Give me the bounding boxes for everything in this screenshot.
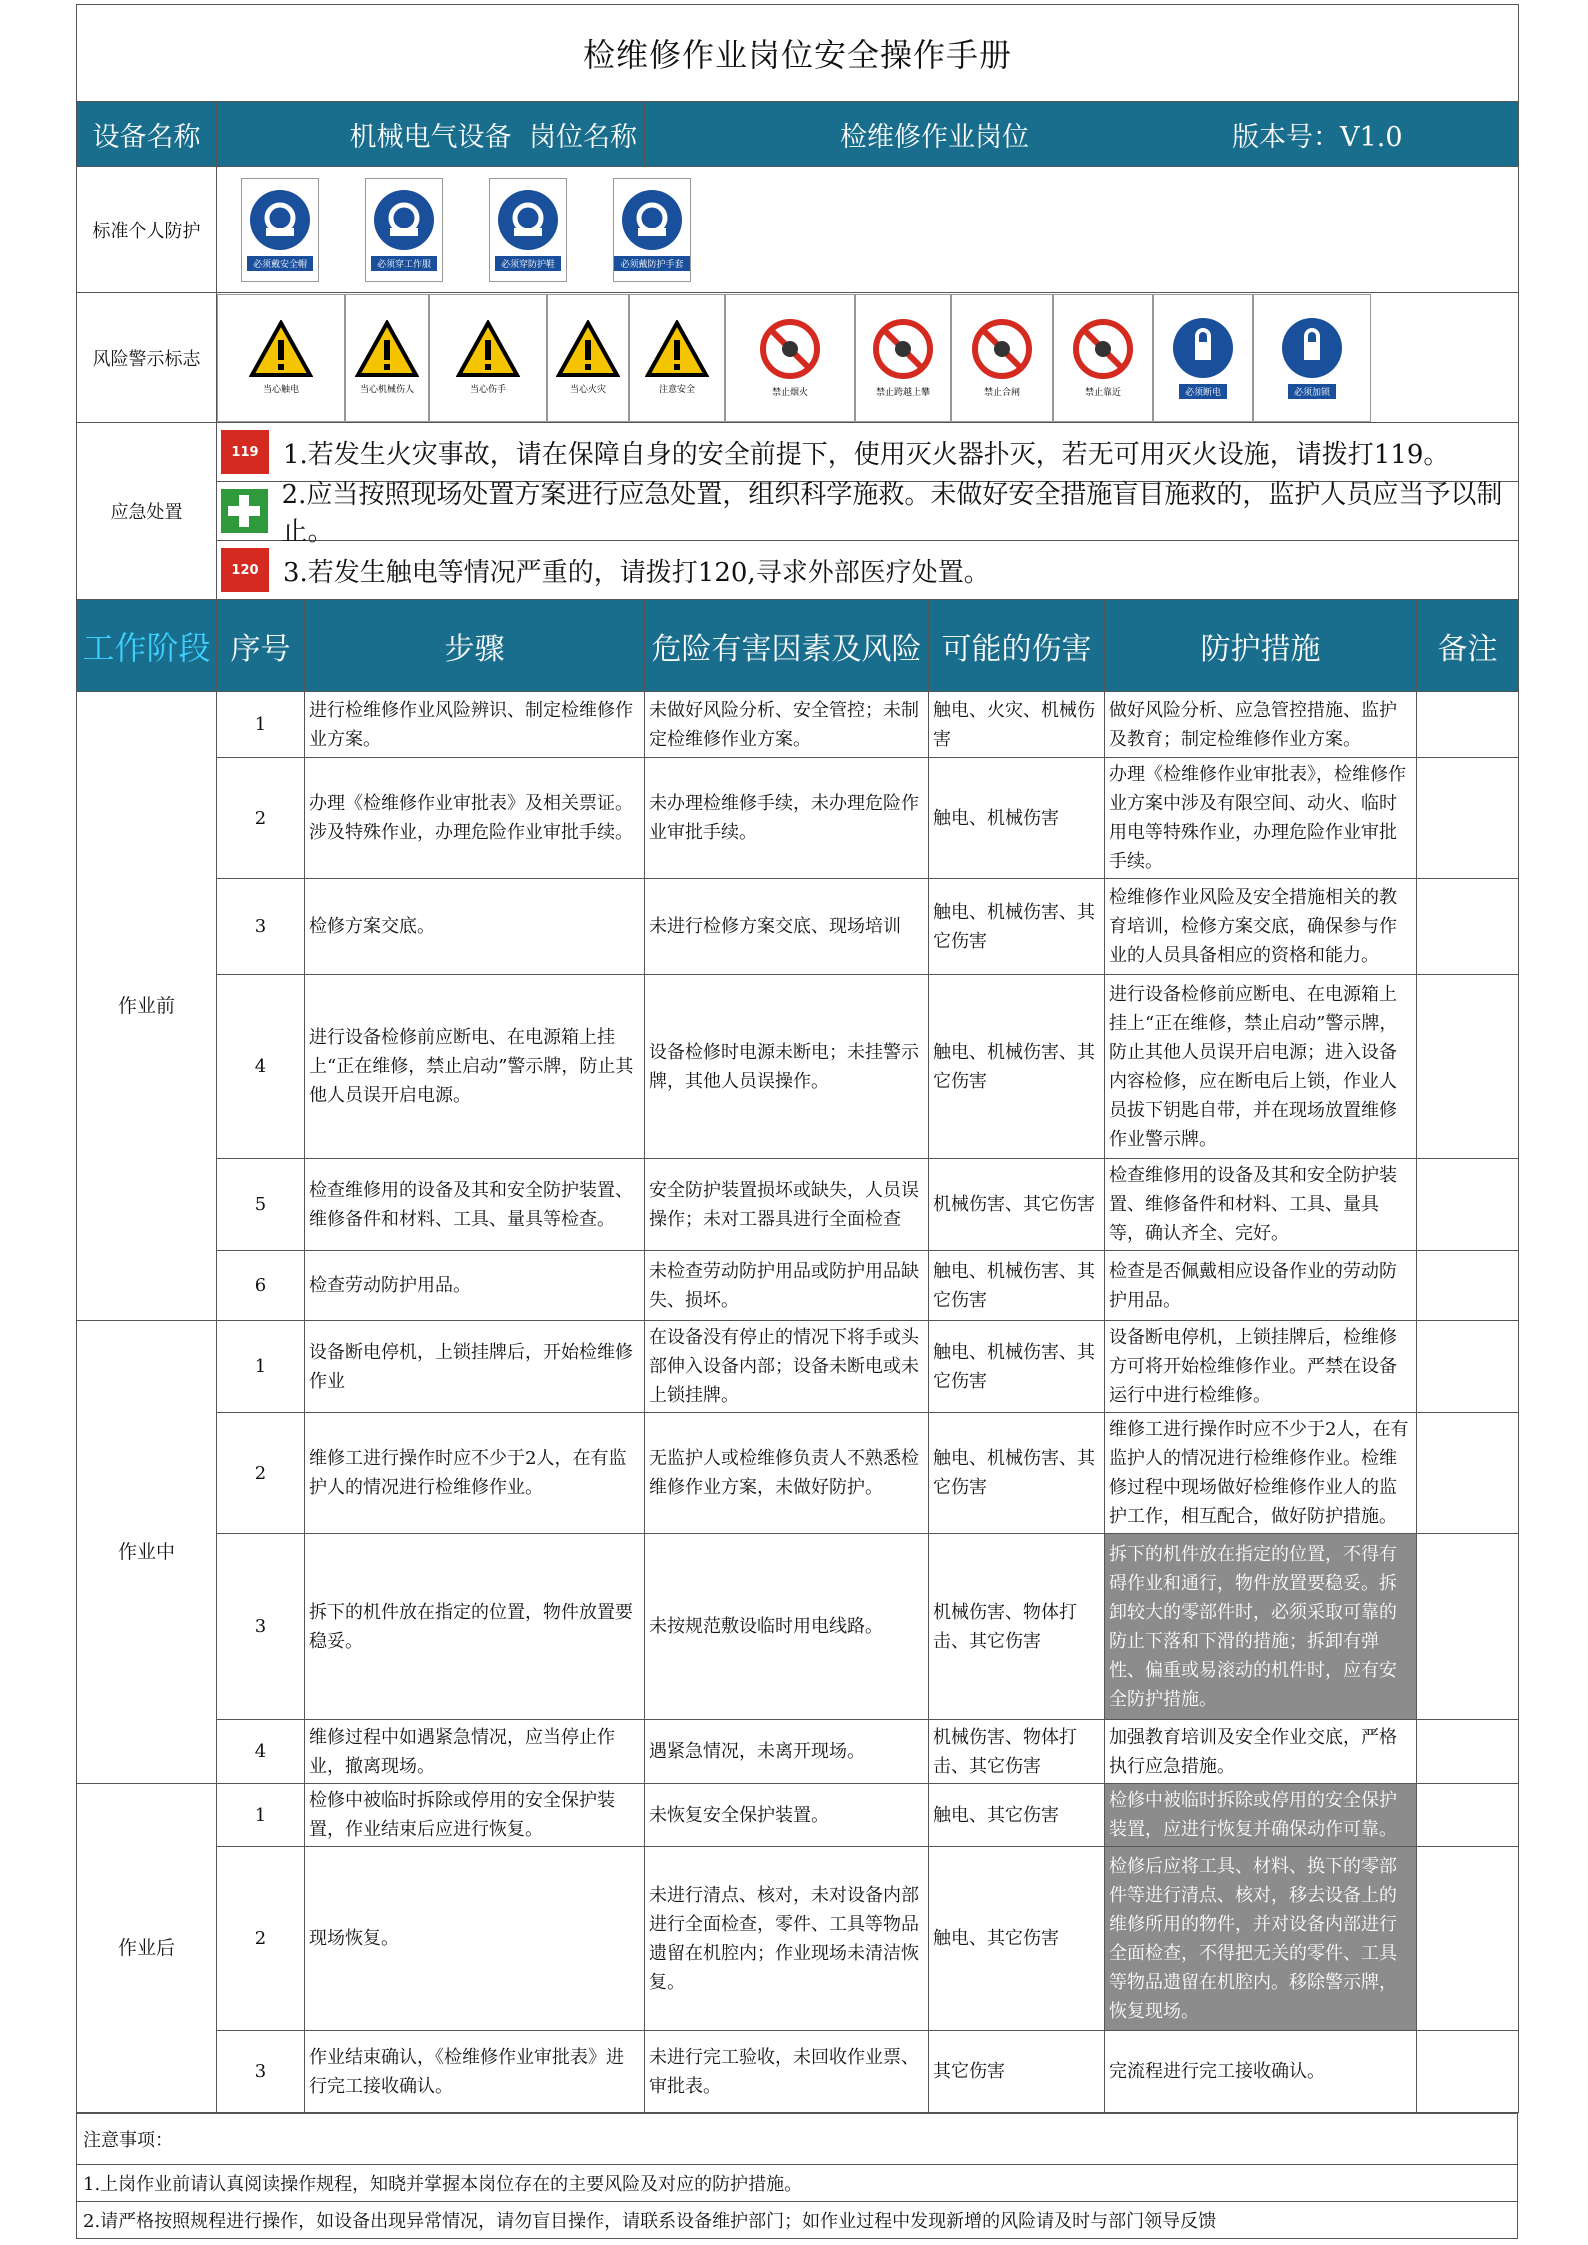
row-harm: 触电、机械伤害、其它伤害 bbox=[929, 1251, 1105, 1321]
row-measure: 检修中被临时拆除或停用的安全保护装置，应进行恢复并确保动作可靠。 bbox=[1105, 1784, 1417, 1847]
row-measure: 检查是否佩戴相应设备作业的劳动防护用品。 bbox=[1105, 1251, 1417, 1321]
row-hazard: 未做好风险分析、安全管控；未制定检维修作业方案。 bbox=[645, 692, 929, 758]
emergency-badge: 120 bbox=[231, 562, 259, 578]
row-number: 2 bbox=[217, 1847, 305, 2031]
header-bar bbox=[77, 102, 1519, 167]
emergency-list bbox=[217, 423, 1519, 600]
ppe-caption: 必须戴安全帽 bbox=[247, 256, 313, 271]
caution-icon bbox=[645, 320, 709, 378]
ambulance-120-icon bbox=[221, 548, 269, 592]
emergency-text: 3.若发生触电等情况严重的，请拨打120,寻求外部医疗处置。 bbox=[283, 557, 990, 588]
ppe-sign bbox=[613, 178, 691, 282]
row-step: 办理《检维修作业审批表》及相关票证。涉及特殊作业，办理危险作业审批手续。 bbox=[305, 758, 645, 879]
ppe-sign bbox=[241, 178, 319, 282]
ppe-label: 标准个人防护 bbox=[77, 167, 217, 293]
machine-injury-icon bbox=[355, 320, 419, 378]
row-measure: 完流程进行完工接收确认。 bbox=[1105, 2031, 1417, 2113]
version-label: 版本号：V1.0 bbox=[1232, 121, 1403, 153]
manual-sheet bbox=[76, 4, 1518, 2239]
row-step: 维修过程中如遇紧急情况，应当停止作业，撤离现场。 bbox=[305, 1720, 645, 1784]
row-measure: 加强教育培训及安全作业交底，严格执行应急措施。 bbox=[1105, 1720, 1417, 1784]
table-row bbox=[77, 1534, 1519, 1720]
table-row bbox=[77, 1251, 1519, 1321]
row-remark bbox=[1417, 692, 1519, 758]
row-remark bbox=[1417, 1413, 1519, 1534]
row-harm: 触电、火灾、机械伤害 bbox=[929, 692, 1105, 758]
row-number: 2 bbox=[217, 1413, 305, 1534]
row-harm: 触电、机械伤害、其它伤害 bbox=[929, 879, 1105, 975]
table-row bbox=[77, 1413, 1519, 1534]
warning-caption: 禁止合闸 bbox=[983, 388, 1020, 398]
no-fire-icon bbox=[758, 317, 822, 381]
warning-sign bbox=[1053, 294, 1153, 422]
table-row bbox=[77, 879, 1519, 975]
warning-caption: 禁止靠近 bbox=[1084, 388, 1121, 398]
page-title: 检维修作业岗位安全操作手册 bbox=[77, 5, 1519, 102]
row-harm: 机械伤害、其它伤害 bbox=[929, 1159, 1105, 1251]
equip-label: 设备名称 bbox=[77, 102, 217, 167]
row-step: 设备断电停机，上锁挂牌后，开始检维修作业 bbox=[305, 1321, 645, 1413]
fire-119-icon bbox=[221, 430, 269, 474]
row-step: 维修工进行操作时应不少于2人，在有监护人的情况进行检维修作业。 bbox=[305, 1413, 645, 1534]
notes-title: 注意事项： bbox=[77, 2114, 1518, 2165]
stage-name: 作业前 bbox=[77, 692, 217, 1321]
warning-caption: 当心机械伤人 bbox=[359, 385, 414, 395]
equip-value: 机械电气设备 bbox=[217, 102, 645, 167]
warning-sign bbox=[217, 294, 345, 422]
row-remark bbox=[1417, 1720, 1519, 1784]
row-number: 5 bbox=[217, 1159, 305, 1251]
row-harm: 触电、机械伤害、其它伤害 bbox=[929, 1413, 1105, 1534]
row-number: 1 bbox=[217, 1784, 305, 1847]
col-header-hazard: 危险有害因素及风险 bbox=[645, 600, 929, 692]
row-step: 进行设备检修前应断电、在电源箱上挂上“正在维修，禁止启动”警示牌，防止其他人员误开启电源。 bbox=[305, 975, 645, 1159]
warning-caption: 禁止烟火 bbox=[771, 388, 808, 398]
table-row bbox=[77, 2031, 1519, 2113]
emergency-item bbox=[217, 541, 1518, 599]
row-measure: 检维修作业风险及安全措施相关的教育培训，检修方案交底，确保参与作业的人员具备相应的资格和能力。 bbox=[1105, 879, 1417, 975]
row-number: 3 bbox=[217, 2031, 305, 2113]
row-harm: 机械伤害、物体打击、其它伤害 bbox=[929, 1720, 1105, 1784]
row-harm: 触电、其它伤害 bbox=[929, 1847, 1105, 2031]
warning-caption: 必须断电 bbox=[1179, 384, 1227, 399]
row-measure: 检查维修用的设备及其和安全防护装置、维修备件和材料、工具、量具等，确认齐全、完好。 bbox=[1105, 1159, 1417, 1251]
warning-sign bbox=[1253, 294, 1371, 422]
row-measure: 拆下的机件放在指定的位置，不得有碍作业和通行，物件放置要稳妥。拆卸较大的零部件时，必须采取可靠的防止下落和下滑的措施；拆卸有弹性、偏重或易滚动的机件时，应有安全防护措施。 bbox=[1105, 1534, 1417, 1720]
row-step: 检修中被临时拆除或停用的安全保护装置，作业结束后应进行恢复。 bbox=[305, 1784, 645, 1847]
table-row bbox=[77, 758, 1519, 879]
row-hazard: 设备检修时电源未断电；未挂警示牌，其他人员误操作。 bbox=[645, 975, 929, 1159]
row-number: 4 bbox=[217, 975, 305, 1159]
table-row bbox=[77, 1720, 1519, 1784]
table-row bbox=[77, 1321, 1519, 1413]
no-climb-icon bbox=[871, 317, 935, 381]
row-remark bbox=[1417, 1784, 1519, 1847]
warning-caption: 注意安全 bbox=[658, 385, 695, 395]
warning-sign bbox=[725, 294, 855, 422]
warning-caption: 当心触电 bbox=[262, 385, 299, 395]
notes-table bbox=[76, 2113, 1518, 2239]
note-item: 2.请严格按照规程进行操作，如设备出现异常情况，请勿盲目操作，请联系设备维护部门；如作业过程中发现新增的风险请及时与部门领导反馈 bbox=[77, 2202, 1518, 2239]
warning-caption: 禁止跨越上攀 bbox=[875, 388, 930, 398]
emergency-badge: 119 bbox=[231, 444, 259, 460]
row-measure: 设备断电停机，上锁挂牌后，检维修方可将开始检维修作业。严禁在设备运行中进行检维修。 bbox=[1105, 1321, 1417, 1413]
warning-sign bbox=[1153, 294, 1253, 422]
row-harm: 机械伤害、物体打击、其它伤害 bbox=[929, 1534, 1105, 1720]
table-row bbox=[77, 975, 1519, 1159]
warning-sign bbox=[629, 294, 725, 422]
col-header-remark: 备注 bbox=[1417, 600, 1519, 692]
table-row bbox=[77, 1159, 1519, 1251]
row-number: 2 bbox=[217, 758, 305, 879]
emergency-item bbox=[217, 480, 1518, 547]
row-number: 4 bbox=[217, 1720, 305, 1784]
warning-sign bbox=[855, 294, 951, 422]
stage-name: 作业中 bbox=[77, 1321, 217, 1784]
row-remark bbox=[1417, 1251, 1519, 1321]
row-remark bbox=[1417, 879, 1519, 975]
row-harm: 触电、机械伤害、其它伤害 bbox=[929, 975, 1105, 1159]
col-header-harm: 可能的伤害 bbox=[929, 600, 1105, 692]
helmet-icon bbox=[248, 188, 312, 252]
row-measure: 维修工进行操作时应不少于2人，在有监护人的情况进行检维修作业。检维修过程中现场做好检维修作业人的监护工作，相互配合，做好防护措施。 bbox=[1105, 1413, 1417, 1534]
note-item: 1.上岗作业前请认真阅读操作规程，知晓并掌握本岗位存在的主要风险及对应的防护措施。 bbox=[77, 2165, 1518, 2202]
row-remark bbox=[1417, 1534, 1519, 1720]
row-number: 3 bbox=[217, 879, 305, 975]
row-number: 1 bbox=[217, 692, 305, 758]
warning-sign bbox=[429, 294, 547, 422]
boots-icon bbox=[496, 188, 560, 252]
row-number: 3 bbox=[217, 1534, 305, 1720]
row-remark bbox=[1417, 1159, 1519, 1251]
row-hazard: 无监护人或检维修负责人不熟悉检维修作业方案，未做好防护。 bbox=[645, 1413, 929, 1534]
row-number: 6 bbox=[217, 1251, 305, 1321]
electric-shock-icon bbox=[249, 320, 313, 378]
row-step: 检查劳动防护用品。 bbox=[305, 1251, 645, 1321]
row-harm: 其它伤害 bbox=[929, 2031, 1105, 2113]
warning-sign bbox=[345, 294, 429, 422]
row-hazard: 安全防护装置损坏或缺失，人员误操作；未对工器具进行全面检查 bbox=[645, 1159, 929, 1251]
row-hazard: 在设备没有停止的情况下将手或头部伸入设备内部；设备未断电或未上锁挂牌。 bbox=[645, 1321, 929, 1413]
emergency-text: 2.应当按照现场处置方案进行应急处置，组织科学施救。未做好安全措施盲目施救的，监护人员应当予以制止。 bbox=[281, 480, 1503, 547]
warning-sign bbox=[951, 294, 1053, 422]
row-hazard: 未进行清点、核对，未对设备内部进行全面检查，零件、工具等物品遗留在机腔内；作业现场未清洁恢复。 bbox=[645, 1847, 929, 2031]
warning-label: 风险警示标志 bbox=[77, 293, 217, 423]
post-value: 检维修作业岗位 bbox=[840, 121, 1030, 153]
row-hazard: 未检查劳动防护用品或防护用品缺失、损坏。 bbox=[645, 1251, 929, 1321]
gloves-icon bbox=[620, 188, 684, 252]
column-header-row bbox=[77, 600, 1519, 692]
emergency-label: 应急处置 bbox=[77, 423, 217, 600]
emergency-text: 1.若发生火灾事故，请在保障自身的安全前提下，使用灭火器扑灭，若无可用灭火设施，请拨打119。 bbox=[283, 439, 1450, 470]
row-step: 拆下的机件放在指定的位置，物件放置要稳妥。 bbox=[305, 1534, 645, 1720]
warning-caption: 必须加锁 bbox=[1288, 384, 1336, 399]
row-remark bbox=[1417, 1847, 1519, 2031]
row-hazard: 未恢复安全保护装置。 bbox=[645, 1784, 929, 1847]
row-remark bbox=[1417, 2031, 1519, 2113]
row-hazard: 未进行检修方案交底、现场培训 bbox=[645, 879, 929, 975]
row-measure: 进行设备检修前应断电、在电源箱上挂上“正在维修，禁止启动”警示牌，防止其他人员误开启电源；进入设备内容检修，应在断电后上锁，作业人员拔下钥匙自带，并在现场放置维修作业警示牌。 bbox=[1105, 975, 1417, 1159]
row-remark bbox=[1417, 975, 1519, 1159]
ppe-caption: 必须戴防护手套 bbox=[614, 256, 689, 271]
warning-caption: 当心火灾 bbox=[569, 385, 606, 395]
table-row bbox=[77, 1847, 1519, 2031]
table-row bbox=[77, 692, 1519, 758]
ppe-sign bbox=[365, 178, 443, 282]
row-remark bbox=[1417, 1321, 1519, 1413]
col-header-step: 步骤 bbox=[305, 600, 645, 692]
ppe-caption: 必须穿工作服 bbox=[371, 256, 437, 271]
warning-caption: 当心伤手 bbox=[469, 385, 506, 395]
row-step: 作业结束确认，《检维修作业审批表》进行完工接收确认。 bbox=[305, 2031, 645, 2113]
manual-table bbox=[76, 4, 1519, 2113]
row-measure: 做好风险分析、应急管控措施、监护及教育；制定检维修作业方案。 bbox=[1105, 692, 1417, 758]
row-measure: 检修后应将工具、材料、换下的零部件等进行清点、核对，移去设备上的维修所用的物件，并对设备内部进行全面检查，不得把无关的零件、工具等物品遗留在机腔内。移除警示牌，恢复现场。 bbox=[1105, 1847, 1417, 2031]
no-switch-icon bbox=[970, 317, 1034, 381]
fire-icon bbox=[556, 320, 620, 378]
row-harm: 触电、机械伤害 bbox=[929, 758, 1105, 879]
power-off-icon bbox=[1171, 316, 1235, 380]
col-header-measure: 防护措施 bbox=[1105, 600, 1417, 692]
row-hazard: 未按规范敷设临时用电线路。 bbox=[645, 1534, 929, 1720]
first-aid-icon bbox=[221, 489, 268, 533]
col-header-stage: 工作阶段 bbox=[77, 600, 217, 692]
col-header-seq: 序号 bbox=[217, 600, 305, 692]
post-label: 岗位名称 bbox=[529, 121, 637, 153]
lock-icon bbox=[1280, 316, 1344, 380]
row-hazard: 未办理检维修手续，未办理危险作业审批手续。 bbox=[645, 758, 929, 879]
warning-sign bbox=[547, 294, 629, 422]
row-step: 检修方案交底。 bbox=[305, 879, 645, 975]
row-harm: 触电、机械伤害、其它伤害 bbox=[929, 1321, 1105, 1413]
row-harm: 触电、其它伤害 bbox=[929, 1784, 1105, 1847]
stage-name: 作业后 bbox=[77, 1784, 217, 2113]
no-entry-icon bbox=[1071, 317, 1135, 381]
row-hazard: 遇紧急情况，未离开现场。 bbox=[645, 1720, 929, 1784]
hand-injury-icon bbox=[456, 320, 520, 378]
table-row bbox=[77, 1784, 1519, 1847]
ppe-sign bbox=[489, 178, 567, 282]
row-remark bbox=[1417, 758, 1519, 879]
ppe-signs bbox=[241, 178, 1518, 282]
workwear-icon bbox=[372, 188, 436, 252]
row-hazard: 未进行完工验收，未回收作业票、审批表。 bbox=[645, 2031, 929, 2113]
row-step: 进行检维修作业风险辨识、制定检维修作业方案。 bbox=[305, 692, 645, 758]
row-step: 现场恢复。 bbox=[305, 1847, 645, 2031]
row-step: 检查维修用的设备及其和安全防护装置、维修备件和材料、工具、量具等检查。 bbox=[305, 1159, 645, 1251]
warning-signs bbox=[217, 294, 1518, 422]
row-measure: 办理《检维修作业审批表》，检维修作业方案中涉及有限空间、动火、临时用电等特殊作业，办理危险作业审批手续。 bbox=[1105, 758, 1417, 879]
row-number: 1 bbox=[217, 1321, 305, 1413]
ppe-caption: 必须穿防护鞋 bbox=[495, 256, 561, 271]
